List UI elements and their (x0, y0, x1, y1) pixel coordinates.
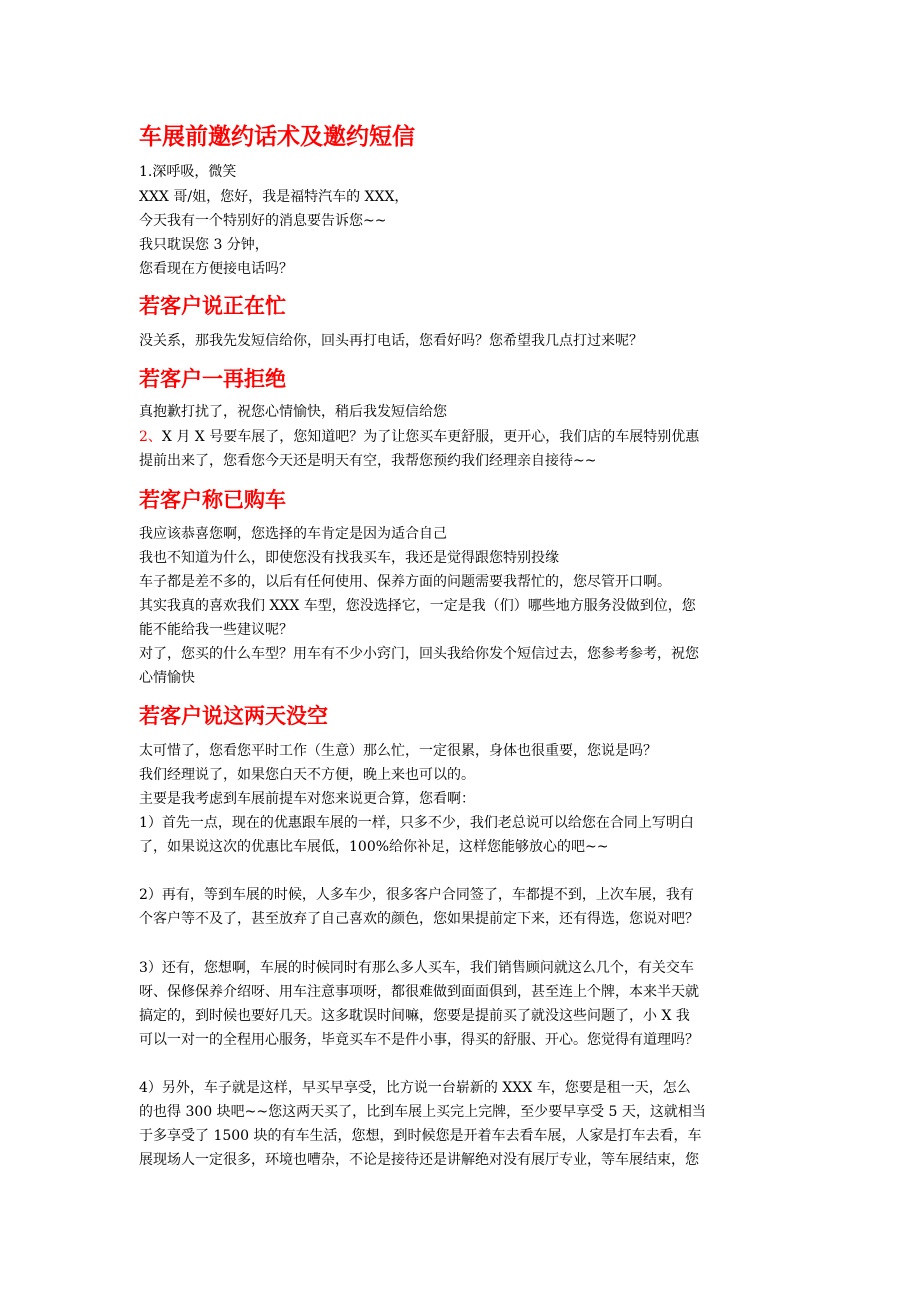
item-number: 2、 (139, 429, 162, 445)
refuse-item2-line: 提前出来了，您看您今天还是明天有空，我帮您预约我们经理亲自接待~~ (139, 453, 597, 469)
bought-line: 能不能给我一些建议呢？ (139, 622, 293, 638)
item-text: X 月 X 号要车展了，您知道吧？为了让您买车更舒服，更开心，我们店的车展特别优惠 (161, 429, 700, 445)
bought-line: 车子都是差不多的，以后有任何使用、保养方面的问题需要我帮忙的，您尽管开口啊。 (139, 574, 671, 590)
no-time-line: 于多享受了 1500 块的有车生活，您想，到时候您是开着车去看车展，人家是打车去看，车 (139, 1128, 702, 1144)
no-time-line: 4）另外，车子就是这样，早买早享受，比方说一台崭新的 XXX 车，您要是租一天，怎么 (139, 1080, 691, 1096)
bought-line: 其实我真的喜欢我们 XXX 车型，您没选择它，一定是我（们）哪些地方服务没做到位，您 (139, 598, 696, 614)
intro-line: XXX 哥/姐，您好，我是福特汽车的 XXX， (139, 189, 409, 205)
intro-line: 您看现在方便接电话吗？ (139, 261, 293, 277)
heading-refuse: 若客户一再拒绝 (139, 367, 286, 391)
no-time-line: 1）首先一点，现在的优惠跟车展的一样，只多不少，我们老总说可以给您在合同上写明白 (139, 815, 694, 831)
doc-title: 车展前邀约话术及邀约短信 (139, 124, 415, 150)
no-time-line: 搞定的，到时候也要好几天。这多耽误时间嘛，您要是提前买了就没这些问题了，小 X 我 (139, 1008, 690, 1024)
intro-line: 今天我有一个特别好的消息要告诉您~~ (139, 213, 387, 229)
heading-bought: 若客户称已购车 (139, 488, 286, 512)
no-time-line: 2）再有，等到车展的时候，人多车少，很多客户合同签了，车都提不到，上次车展，我有 (139, 887, 694, 903)
bought-line: 我也不知道为什么，即使您没有找我买车，我还是觉得跟您特别投缘 (139, 550, 559, 566)
no-time-line: 呀、保修保养介绍呀、用车注意事项呀，都很难做到面面俱到，甚至连上个牌，本来半天就 (139, 984, 699, 1000)
heading-busy: 若客户说正在忙 (139, 294, 286, 318)
heading-no-time: 若客户说这两天没空 (139, 704, 328, 728)
no-time-line: 太可惜了，您看您平时工作（生意）那么忙，一定很累，身体也很重要，您说是吗？ (139, 743, 657, 759)
no-time-line: 3）还有，您想啊，车展的时候同时有那么多人买车，我们销售顾问就这么几个，有关交车 (139, 960, 694, 976)
no-time-line: 主要是我考虑到车展前提车对您来说更合算，您看啊： (139, 791, 475, 807)
no-time-line: 可以一对一的全程用心服务，毕竟买车不是件小事，得买的舒服、开心。您觉得有道理吗？ (139, 1032, 699, 1048)
no-time-line: 了，如果说这次的优惠比车展低，100%给你补足，这样您能够放心的吧~~ (139, 839, 609, 855)
intro-line: 1.深呼吸，微笑 (139, 164, 237, 180)
bought-line: 心情愉快 (139, 670, 195, 686)
no-time-line: 展现场人一定很多，环境也嘈杂，不论是接待还是讲解绝对没有展厅专业，等车展结束，您 (139, 1152, 699, 1168)
refuse-line: 真抱歉打扰了，祝您心情愉快，稍后我发短信给您 (139, 404, 447, 420)
no-time-line: 个客户等不及了，甚至放弃了自己喜欢的颜色，您如果提前定下来，还有得选，您说对吧？ (139, 911, 699, 927)
refuse-item2-line (139, 429, 699, 445)
no-time-line: 我们经理说了，如果您白天不方便，晚上来也可以的。 (139, 767, 475, 783)
no-time-line: 的也得 300 块吧~~您这两天买了，比到车展上买完上完牌，至少要早享受 5 天，这就相当 (139, 1104, 706, 1120)
bought-line: 我应该恭喜您啊，您选择的车肯定是因为适合自己 (139, 526, 447, 542)
intro-line: 我只耽误您 3 分钟， (139, 237, 269, 253)
busy-line: 没关系，那我先发短信给你，回头再打电话，您看好吗？您希望我几点打过来呢？ (139, 333, 643, 349)
bought-line: 对了，您买的什么车型？用车有不少小窍门，回头我给你发个短信过去，您参考参考，祝您 (139, 646, 699, 662)
